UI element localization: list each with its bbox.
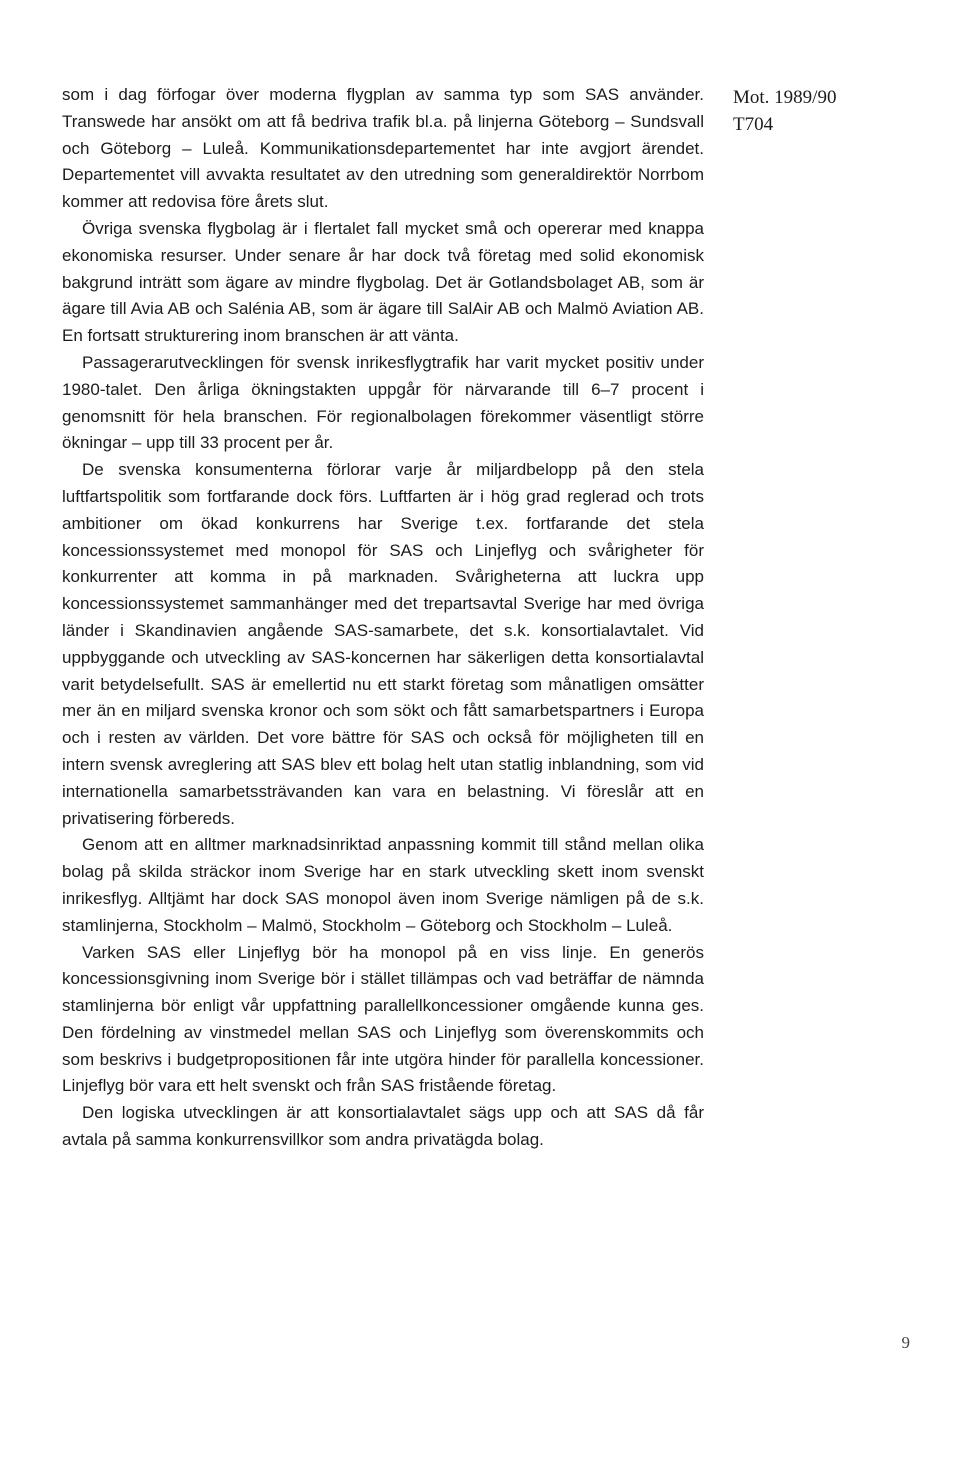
motion-year: Mot. 1989/90 (733, 87, 837, 108)
paragraph-market-adaptation: Genom att en alltmer marknadsinriktad anpassning kommit till stånd mellan olika bolag på skilda sträckor inom Sverige har en stark utveckling skett inom svenskt inrikesflyg. Alltjämt har dock SAS monopol även inom Sverige nämligen på de s.k. stamlinjerna, Stockholm – Malmö, Stockholm – Göteborg och Stockholm – Luleå. (62, 835, 704, 935)
paragraph-consumers: De svenska konsumenterna förlorar varje år miljardbelopp på den stela luftfartspolitik som fortfarande dock förs. Luftfarten är i hög grad reglerad och trots ambitioner om ökad konkurrens har Sverige t.ex. fortfarande det stela koncessionssystemet med monopol för SAS och Linjeflyg och svårigheter för konkurrenter att komma in på marknaden. Svårigheterna att luckra upp koncessionssystemet sammanhänger med det trepartsavtal Sverige har med övriga länder i Skandinavien angående SAS-samarbete, det s.k. konsortialavtalet. Vid uppbyggande och utveckling av SAS-koncernen har säkerligen detta konsortialavtal varit betydelsefullt. SAS är emellertid nu ett starkt företag som månatligen omsätter mer än en miljard svenska kronor och som sökt och fått samarbetspartners i Europa och i resten av världen. Det vore bättre för SAS och också för möjligheten till en intern svensk avreglering att SAS blev ett bolag helt utan statlig inblandning, som vid internationella samarbetssträvanden kan vara en belastning. Vi föreslår att en privatisering förbereds. (62, 460, 704, 828)
paragraph-passenger-growth: Passagerarutvecklingen för svensk inrikesflygtrafik har varit mycket positiv under 1980-talet. Den årliga ökningstakten uppgår för närvarande till 6–7 procent i genomsnitt för hela branschen. För regionalbolagen förekommer väsentligt större ökningar – upp till 33 procent per år. (62, 352, 704, 453)
page-number: 9 (901, 1333, 910, 1352)
paragraph-small-airlines: Övriga svenska flygbolag är i flertalet fall mycket små och opererar med knappa ekonomiska resurser. Under senare år har dock två företag med solid ekonomisk bakgrund inträtt som ägare av mindre flygbolag. Det är Gotlandsbolaget AB, som är ägare till Avia AB och Salénia AB, som är ägare till SalAir AB och Malmö Aviation AB. En fortsatt strukturering inom branschen är att vänta. (62, 218, 704, 346)
paragraph-continuation: som i dag förfogar över moderna flygplan av samma typ som SAS använder. Transwede har ansökt om att få bedriva trafik bl.a. på linjerna Göteborg – Sundsvall och Göteborg – Luleå. Kommunikationsdepartementet har inte avgjort ärendet. Departementet vill avvakta resultatet av den utredning som generaldirektör Norrbom kommer att redovisa före årets slut. (62, 85, 704, 212)
paragraph-conclusion: Den logiska utvecklingen är att konsortialavtalet sägs upp och att SAS då får avtala på samma konkurrensvillkor som andra privatägda bolag. (62, 1103, 704, 1150)
paragraph-monopoly: Varken SAS eller Linjeflyg bör ha monopol på en viss linje. En generös koncessionsgivning inom Sverige bör i stället tillämpas och vad beträffar de nämnda stamlinjerna bör enligt vår uppfattning parallellkoncessioner omgående kunna ges. Den fördelning av vinstmedel mellan SAS och Linjeflyg som överenskommits och som beskrivs i budgetpropositionen får inte utgöra hinder för parallella koncessioner. Linjeflyg bör vara ett helt svenskt och från SAS fristående företag. (62, 942, 704, 1096)
body-text (62, 82, 704, 1154)
motion-code: T704 (733, 114, 774, 135)
motion-reference (733, 84, 913, 138)
